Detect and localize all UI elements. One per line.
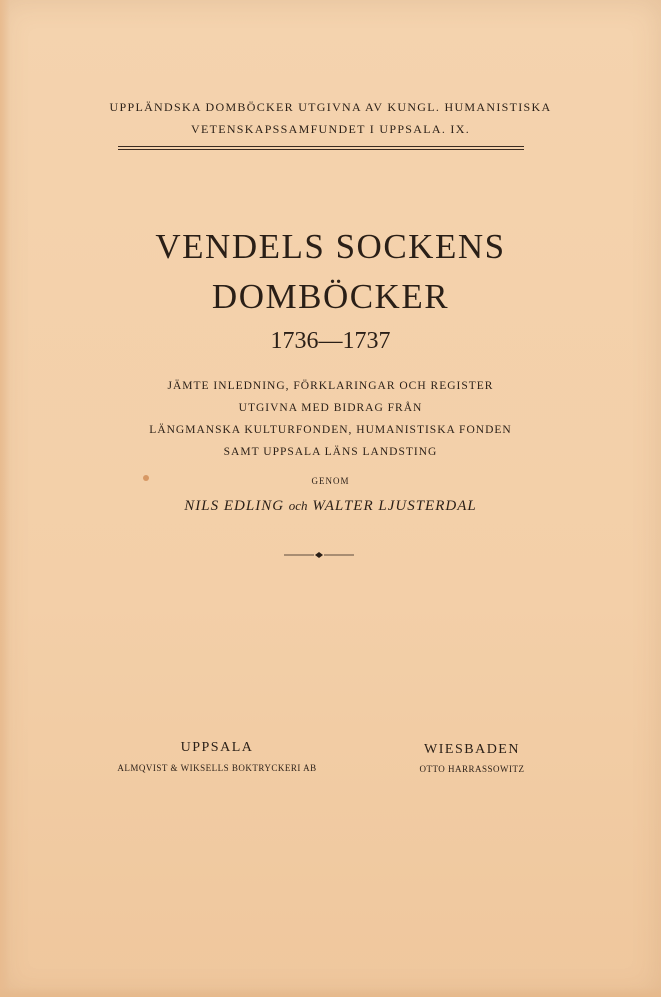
byline-authors	[0, 498, 661, 515]
double-rule-top	[118, 146, 524, 147]
imprint-printer-wiesbaden: OTTO HARRASSOWITZ	[419, 764, 525, 774]
subtitle-line-3: LÄNGMANSKA KULTURFONDEN, HUMANISTISKA FONDEN	[149, 424, 512, 436]
subtitle-line-4: SAMT UPPSALA LÄNS LANDSTING	[223, 446, 438, 458]
byline-och: och	[288, 498, 308, 513]
book-title-line-2: DOMBÖCKER	[211, 277, 450, 316]
subtitle-line-2: UTGIVNA MED BIDRAG FRÅN	[238, 402, 423, 414]
series-title-line-1: UPPLÄNDSKA DOMBÖCKER UTGIVNA AV KUNGL. HUMANISTISKA	[109, 100, 552, 114]
subtitle-line-1: JÄMTE INLEDNING, FÖRKLARINGAR OCH REGISTER	[167, 380, 494, 392]
imprint-place-uppsala: UPPSALA	[180, 740, 254, 755]
author-1: NILS EDLING	[184, 498, 285, 514]
cover-edge-bottom	[0, 987, 661, 997]
author-2: WALTER LJUSTERDAL	[312, 498, 477, 514]
series-title-line-2: VETENSKAPSSAMFUNDET I UPPSALA. IX.	[190, 122, 470, 136]
byline-genom: GENOM	[311, 476, 350, 486]
book-years: 1736—1737	[270, 328, 391, 354]
imprint-place-wiesbaden: WIESBADEN	[424, 742, 520, 757]
book-title-line-1: VENDELS SOCKENS	[155, 227, 506, 266]
imprint-printer-uppsala: ALMQVIST & WIKSELLS BOKTRYCKERI AB	[117, 763, 317, 773]
ornament-divider-icon	[284, 549, 354, 561]
double-rule-bottom	[118, 149, 524, 150]
